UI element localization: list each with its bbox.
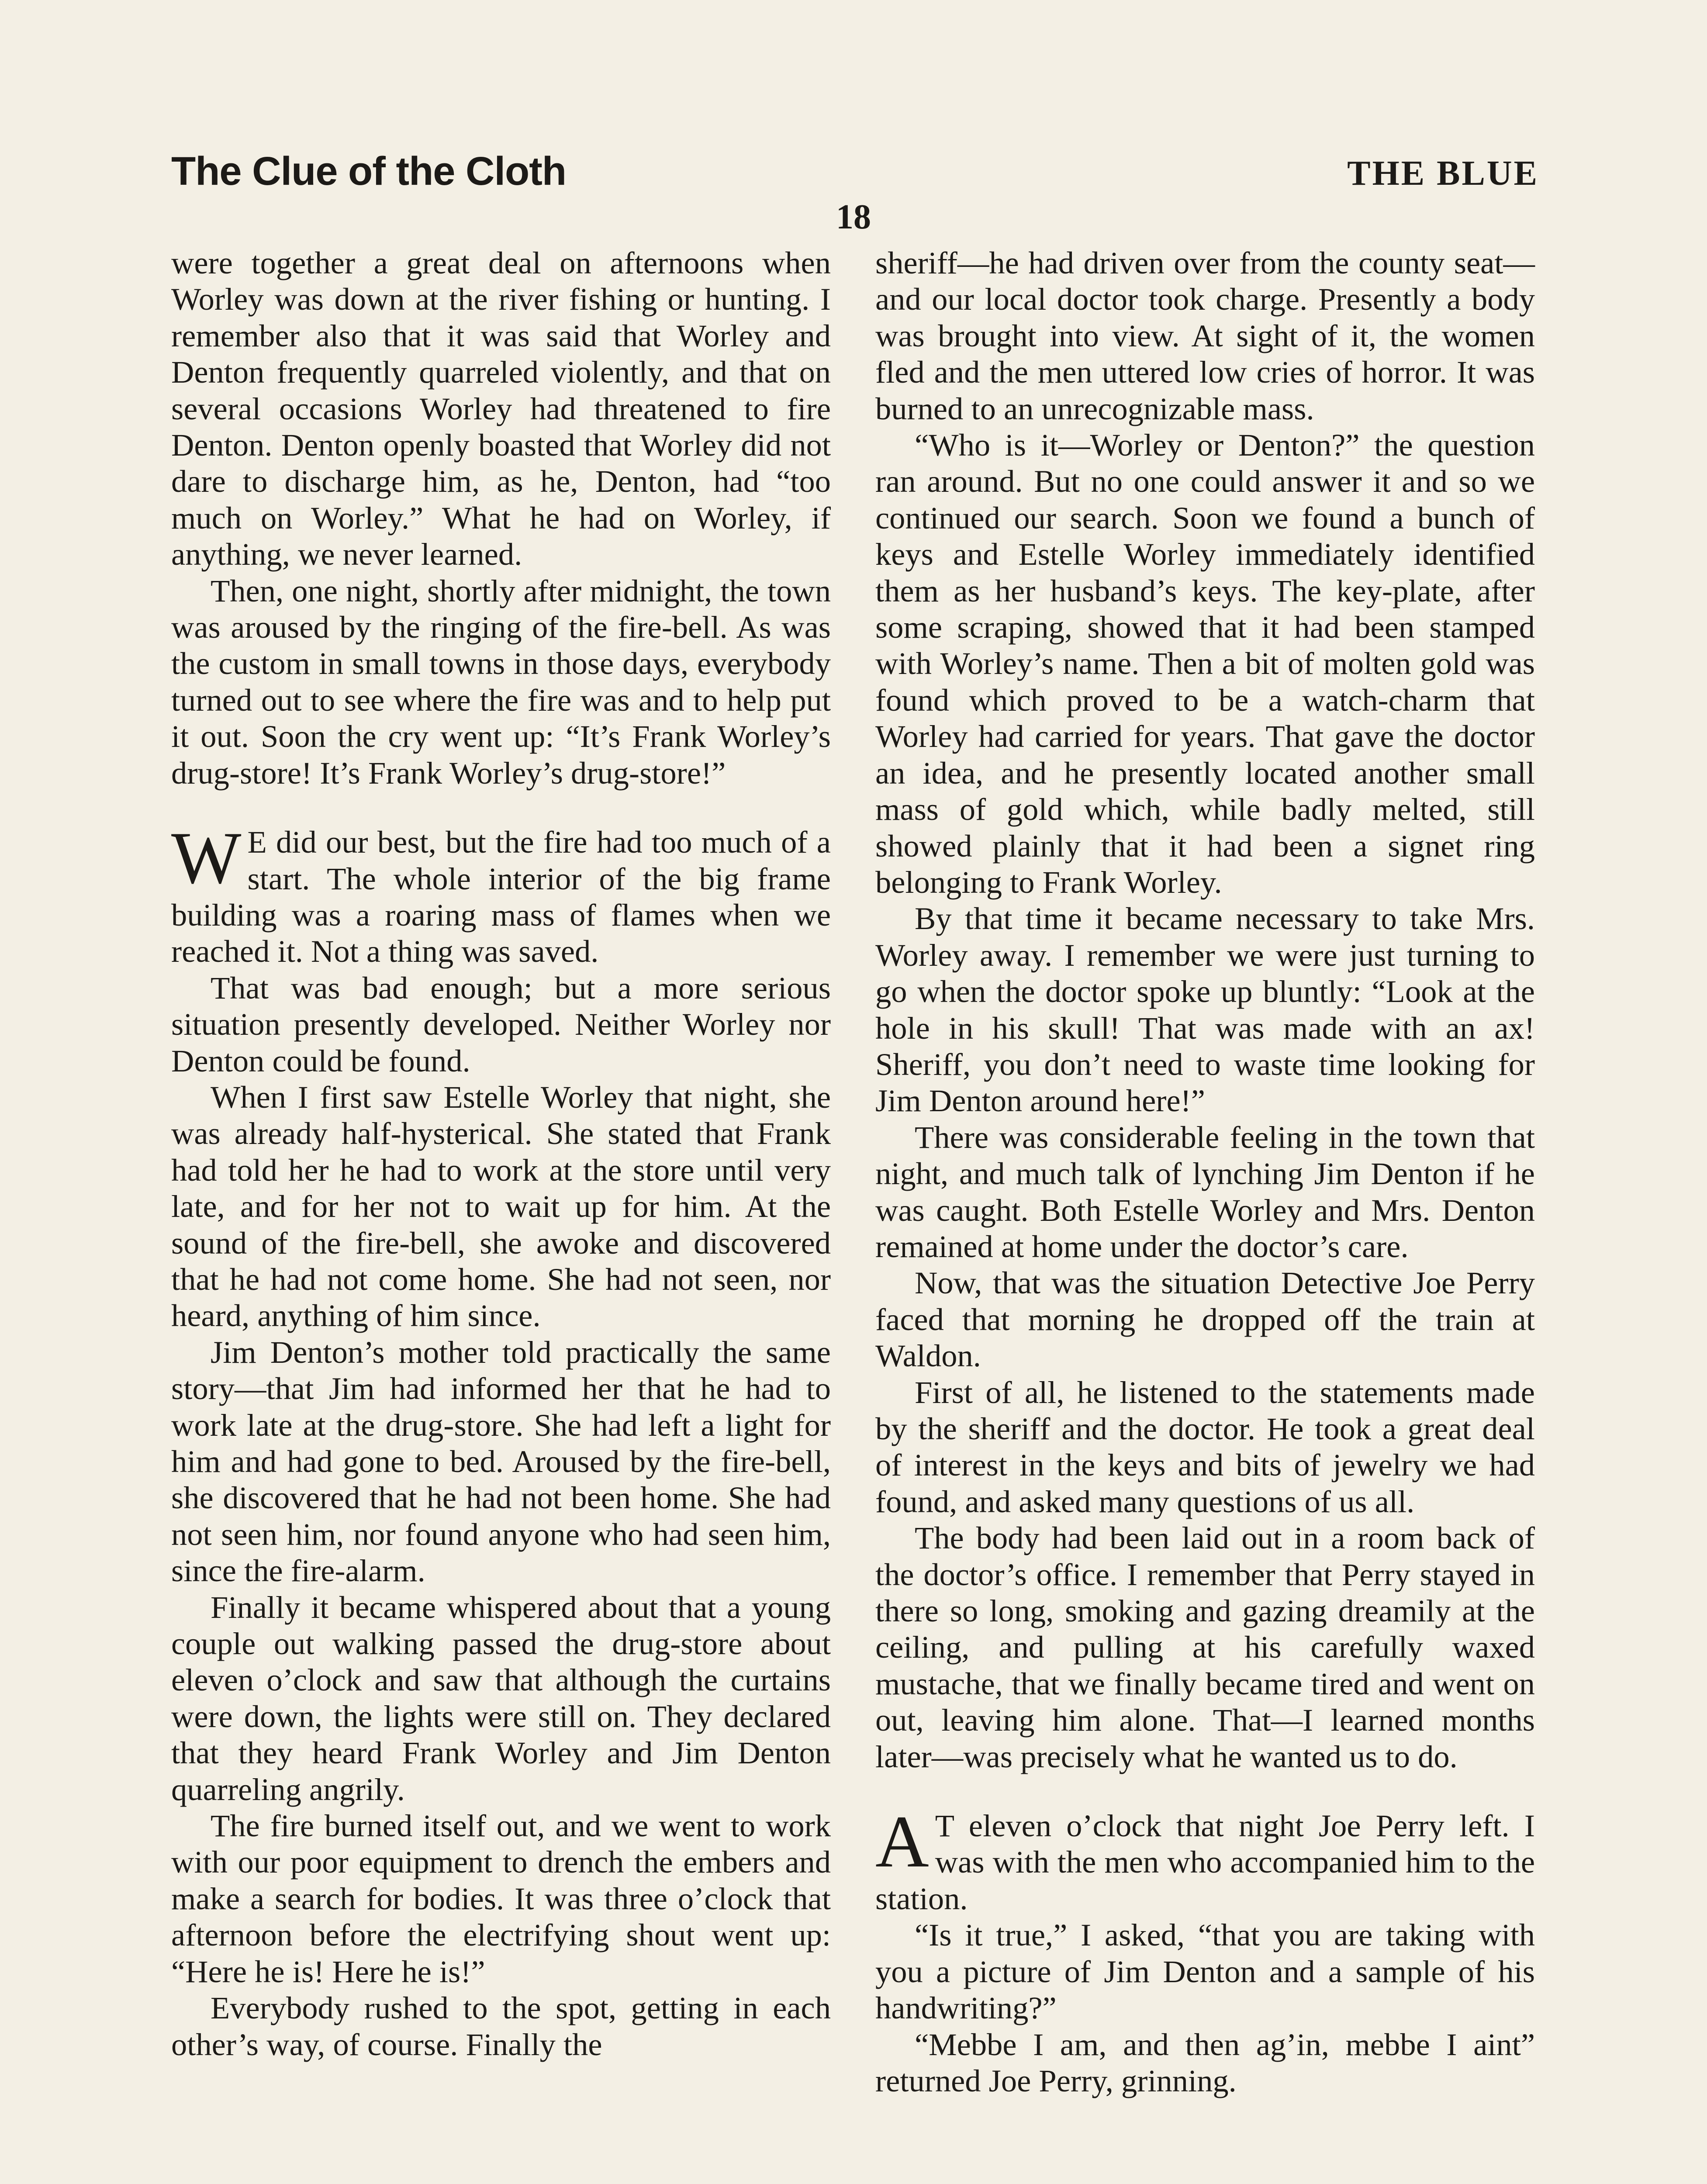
paragraph: Now, that was the situation Detective Joe Perry faced that morning he dropped off the train at Waldon. (875, 1265, 1535, 1374)
paragraph: The body had been laid out in a room back of the doctor’s office. I remember that Perry stayed in there so long, smoking and gazing dreamily at the ceiling, and pulling at his carefully waxed mustache, that we finally became tired and went on out, leaving him alone. That—I learned months later—was precisely what he wanted us to do. (875, 1520, 1535, 1774)
right-column (875, 245, 1535, 2099)
paragraph: The fire burned itself out, and we went to work with our poor equipment to drench the embers and make a search for bodies. It was three o’clock that afternoon before the electrifying shout went up: “Here he is! Here he is!” (171, 1808, 831, 1989)
paragraph: were together a great deal on afternoons when Worley was down at the river fishing or hunting. I remember also that it was said that Worley and Denton frequently quarreled violently, and that on several occasions Worley had threatened to fire Denton. Denton openly boasted that Worley did not dare to discharge him, as he, Denton, had “too much on Worley.” What he had on Worley, if anything, we never learned. (171, 245, 831, 572)
paragraph: When I first saw Estelle Worley that night, she was already half-hysterical. She stated that Frank had told her he had to work at the store until very late, and for her not to wait up for him. At the sound of the fire-bell, she awoke and discovered that he had not come home. She had not seen, nor heard, anything of him since. (171, 1079, 831, 1334)
paragraph: There was considerable feeling in the town that night, and much talk of lynching Jim Denton if he was caught. Both Estelle Worley and Mrs. Denton remained at home under the doctor’s care. (875, 1119, 1535, 1264)
paragraph: “Mebbe I am, and then ag’in, mebbe I aint” returned Joe Perry, grinning. (875, 2026, 1535, 2098)
paragraph: “Who is it—Worley or Denton?” the question ran around. But no one could answer it and so we continued our search. Soon we found a bunch of keys and Estelle Worley immediately identified them as her husband’s keys. The key-plate, after some scraping, showed that it had been stamped with Worley’s name. Then a bit of molten gold was found which proved to be a watch-charm that Worley had carried for years. That gave the doctor an idea, and he presently located another small mass of gold which, while badly melted, still showed plainly that it had been a signet ring belonging to Frank Worley. (875, 427, 1535, 900)
paragraph: That was bad enough; but a more serious situation presently developed. Neither Worley nor Denton could be found. (171, 970, 831, 1078)
paragraph-text: E did our best, but the fire had too much of a start. The whole interior of the big frame building was a roaring mass of flames when we reached it. Not a thing was saved. (171, 824, 831, 969)
paragraph: Then, one night, shortly after midnight, the town was aroused by the ringing of the fire-bell. As was the custom in small towns in those days, everybody turned out to see where the fire was and to help put it out. Soon the cry went up: “It’s Frank Worley’s drug-store! It’s Frank Worley’s drug-store!” (171, 573, 831, 791)
paragraph: Jim Denton’s mother told practically the same story—that Jim had informed her that he had to work late at the drug-store. She had left a light for him and had gone to bed. Aroused by the fire-bell, she discovered that he had not been home. She had not seen him, nor found anyone who had seen him, since the fire-alarm. (171, 1334, 831, 1589)
paragraph: Finally it became whispered about that a young couple out walking passed the drug-store about eleven o’clock and saw that although the curtains were down, the lights were still on. They declared that they heard Frank Worley and Jim Denton quarreling angrily. (171, 1589, 831, 1807)
paragraph-text: T eleven o’clock that night Joe Perry left. I was with the men who accompanied him to the station. (875, 1808, 1535, 1916)
paragraph: “Is it true,” I asked, “that you are taking with you a picture of Jim Denton and a sample of his handwriting?” (875, 1917, 1535, 2026)
drop-cap-letter: A (875, 1800, 929, 1883)
paragraph: sheriff—he had driven over from the county seat—and our local doctor took charge. Presently a body was brought into view. At sight of it, the women fled and the men uttered low cries of horror. It was burned to an unrecognizable mass. (875, 245, 1535, 426)
paragraph: Everybody rushed to the spot, getting in each other’s way, of course. Finally the (171, 1990, 831, 2062)
paragraph-dropcap (875, 1800, 1535, 1917)
left-column (171, 245, 831, 2063)
drop-cap-letter: W (171, 817, 242, 899)
paragraph: First of all, he listened to the statements made by the sheriff and the doctor. He took a great deal of interest in the keys and bits of jewelry we had found, and asked many questions of us all. (875, 1374, 1535, 1519)
paragraph-dropcap (171, 817, 831, 970)
magazine-name: THE BLUE (1347, 154, 1539, 193)
story-title: The Clue of the Cloth (171, 149, 567, 194)
page-number: 18 (836, 198, 871, 236)
paragraph: By that time it became necessary to take Mrs. Worley away. I remember we were just turning to go when the doctor spoke up bluntly: “Look at the hole in his skull! That was made with an ax! Sheriff, you don’t need to waste time looking for Jim Denton around here!” (875, 901, 1535, 1119)
